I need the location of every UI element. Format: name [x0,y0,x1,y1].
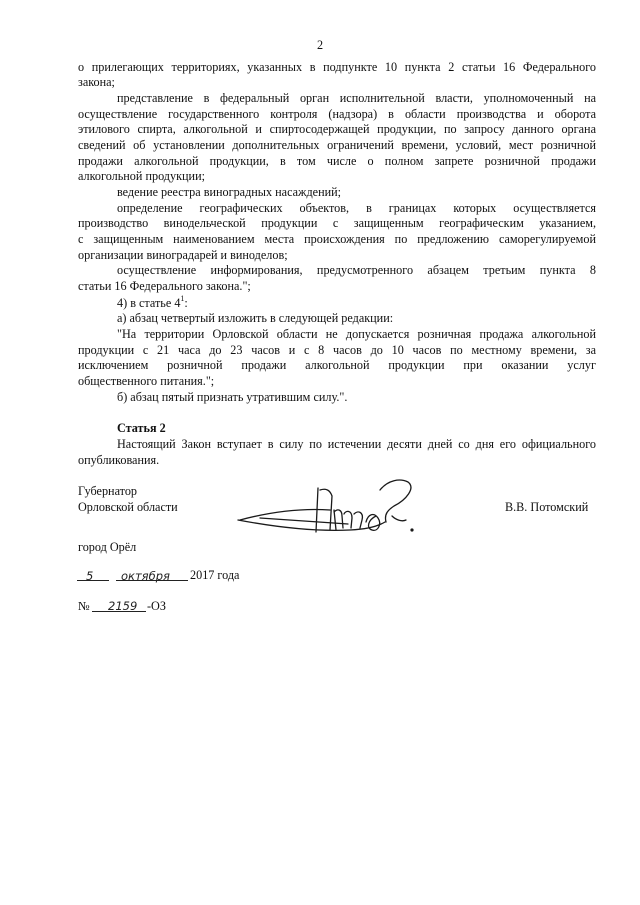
body-line-text: 4) в статье 4 [117,296,181,310]
body-line [117,296,188,312]
article-heading: Статья 2 [117,421,166,435]
body-line: продукции с 21 часа до 23 часов и с 8 часов до 10 часов по местному времени, за [78,343,596,357]
body-line: о прилегающих территориях, указанных в подпункте 10 пункта 2 статьи 16 Федерального [78,60,596,74]
date-day-underline [77,580,109,581]
handwritten-number: 2159 [108,599,138,613]
body-line-text: : [184,296,188,310]
body-line: продажи алкогольной продукции, в том числе о полном запрете розничной продажи [78,154,596,168]
body-line: организации виноградарей и виноделов; [78,248,288,262]
body-line: алкогольной продукции; [78,169,205,183]
number-prefix: № [78,599,90,613]
body-line: производство винодельческой продукции с защищенным географическим указанием, [78,216,596,230]
body-line: представление в федеральный орган исполнительной власти, уполномоченный на [117,91,596,105]
article-line: Настоящий Закон вступает в силу по истечении десяти дней со дня его официального [117,437,596,451]
handwritten-signature [230,470,420,550]
body-line: б) абзац пятый признать утратившим силу.". [117,390,348,404]
body-line: осуществление информирования, предусмотренного абзацем третьим пункта 8 [117,263,596,277]
body-line: "На территории Орловской области не допускается розничная продажа алкогольной [117,327,596,341]
body-line: закона; [78,75,115,89]
article-line: опубликования. [78,453,160,467]
body-line: ведение реестра виноградных насаждений; [117,185,342,199]
handwritten-day: 5 [86,569,94,583]
body-line: а) абзац четвертый изложить в следующей редакции: [117,311,394,325]
page-number: 2 [316,38,324,52]
body-line: осуществление государственного контроля (надзора) в области производства и оборота [78,107,596,121]
body-line: общественного питания."; [78,374,215,388]
body-line: этилового спирта, алкогольной и спиртосодержащей продукции, по запросу данного органа [78,122,596,136]
signatory-title: Губернатор [78,484,138,498]
signatory-name: В.В. Потомский [505,500,589,514]
date-month-underline [116,580,188,581]
body-line: с защищенным наименованием места происхождения по предложению саморегулируемой [78,232,596,246]
body-line: исключением розничной продажи алкогольной продукции при оказании услуг [78,358,596,372]
number-suffix: -ОЗ [147,599,166,613]
superscript: 1 [180,294,185,303]
body-line: статьи 16 Федерального закона."; [78,279,251,293]
signatory-region: Орловской области [78,500,178,514]
handwritten-month: октября [121,569,170,583]
body-line: сведений об установлении дополнительных ограничений времени, условий, мест розничной [78,138,596,152]
city: город Орёл [78,540,137,554]
body-line: определение географических объектов, в границах которых осуществляется [117,201,596,215]
date-year: 2017 года [190,568,240,582]
